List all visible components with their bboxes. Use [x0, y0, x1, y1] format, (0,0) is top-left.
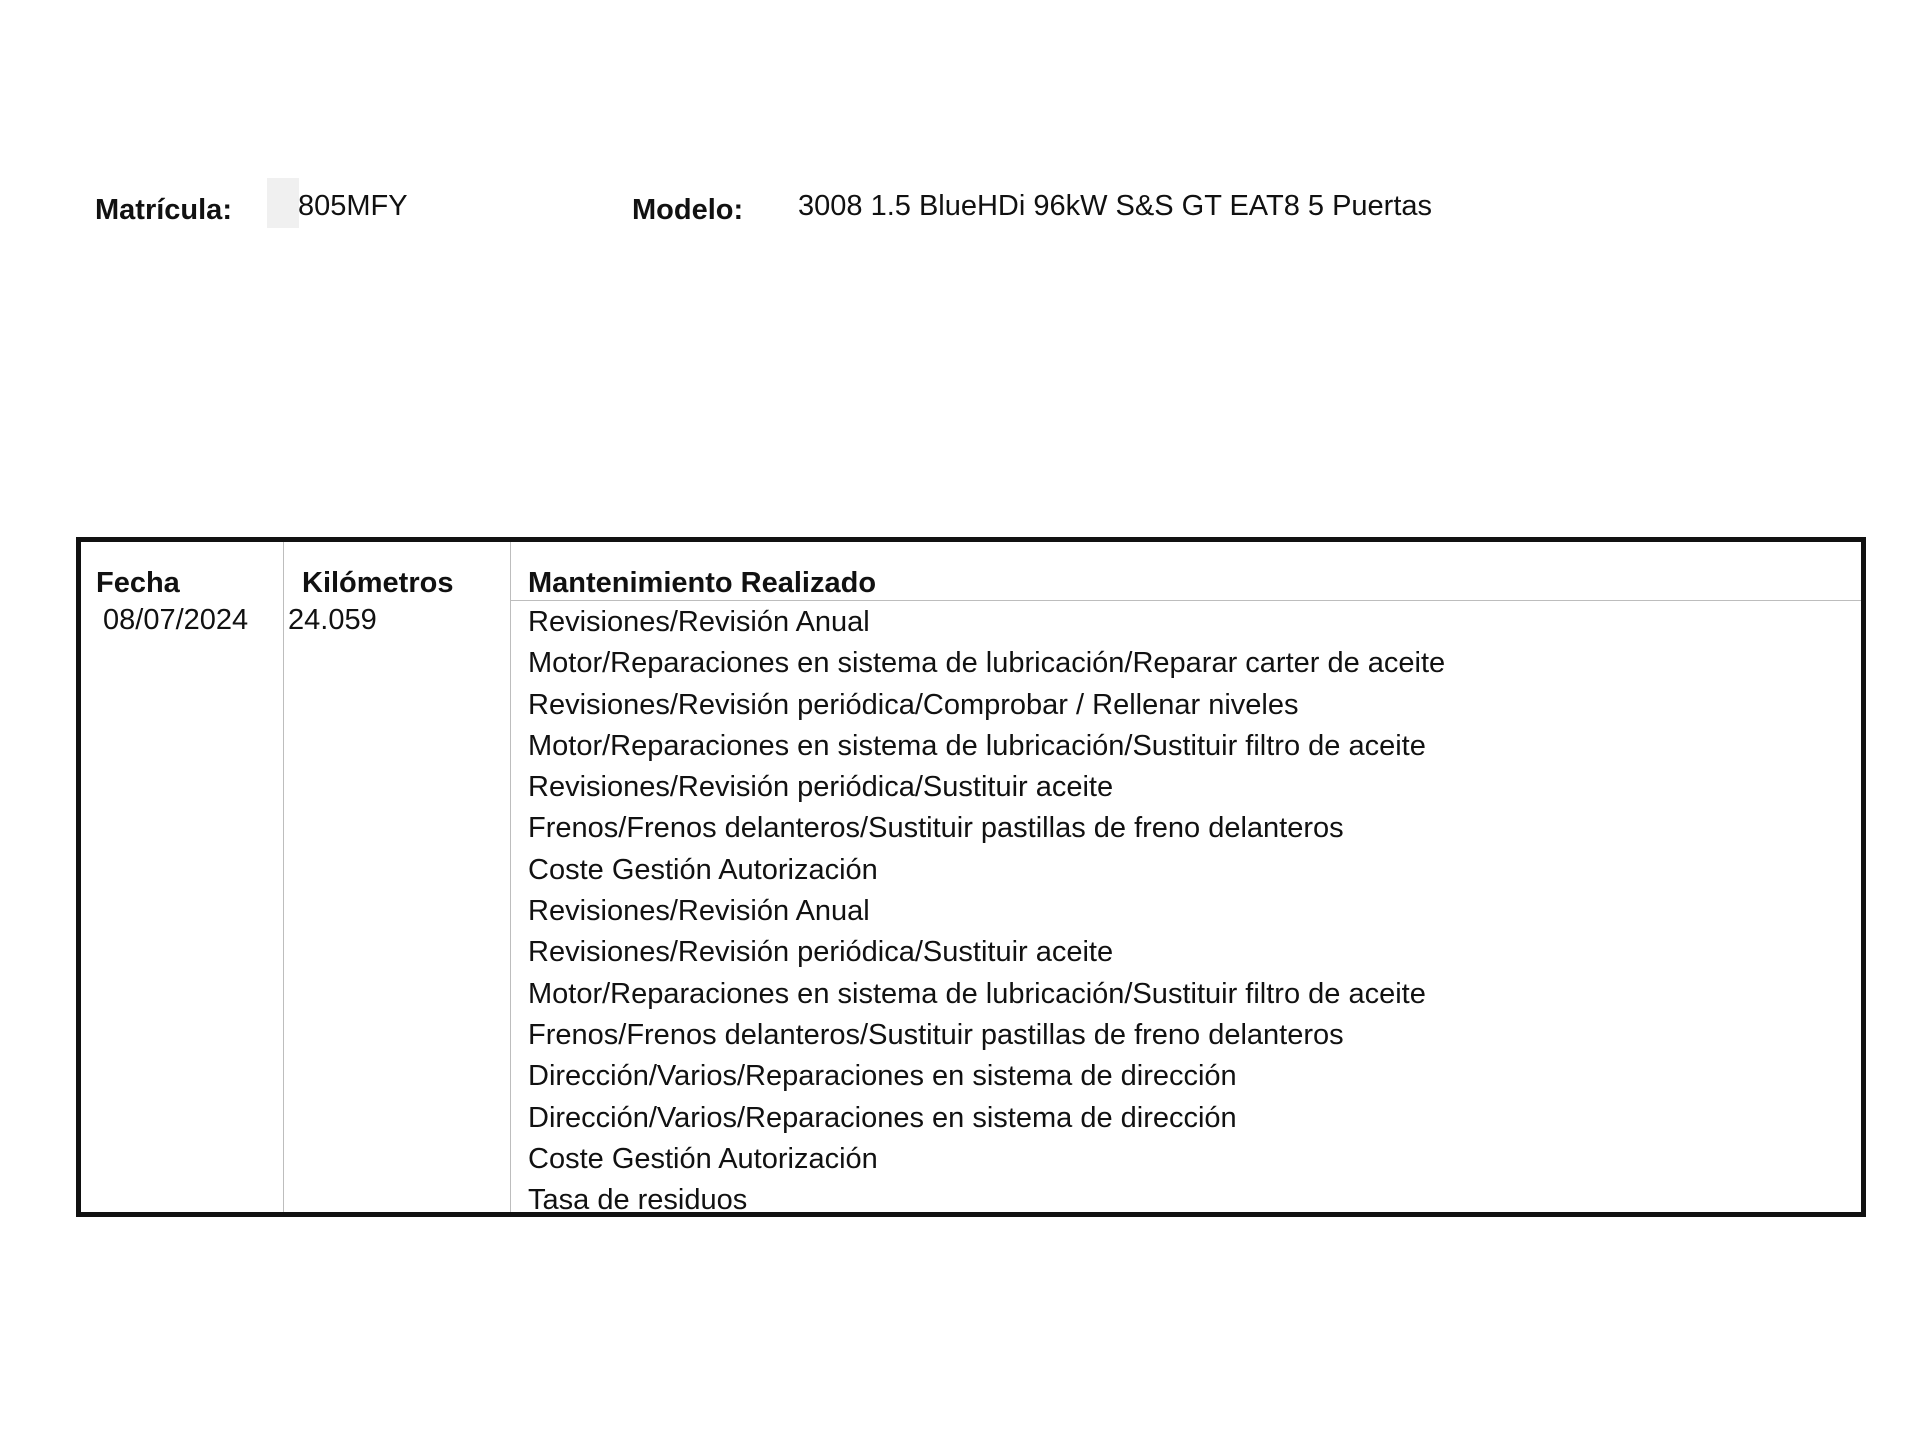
maintenance-task: Tasa de residuos [528, 1184, 748, 1217]
column-header-kilometros: Kilómetros [302, 567, 454, 599]
plate-label: Matrícula: [95, 194, 232, 226]
plate-value: 805MFY [298, 190, 408, 222]
maintenance-task: Revisiones/Revisión Anual [528, 606, 870, 638]
column-header-fecha: Fecha [96, 567, 180, 599]
maintenance-task: Dirección/Varios/Reparaciones en sistema de dirección [528, 1060, 1237, 1093]
plate-redaction [267, 178, 299, 228]
column-header-mantenimiento: Mantenimiento Realizado [528, 567, 877, 599]
maintenance-task-list [528, 608, 1445, 1227]
maintenance-task: Revisiones/Revisión Anual [528, 895, 870, 928]
maintenance-task: Frenos/Frenos delanteros/Sustituir pastillas de freno delanteros [528, 812, 1344, 845]
column-divider [510, 542, 511, 1212]
maintenance-task: Revisiones/Revisión periódica/Sustituir aceite [528, 771, 1114, 804]
maintenance-table [76, 537, 1866, 1217]
column-divider [283, 542, 284, 1212]
maintenance-task: Motor/Reparaciones en sistema de lubricación/Sustituir filtro de aceite [528, 977, 1426, 1010]
maintenance-task: Revisiones/Revisión periódica/Comprobar / Rellenar niveles [528, 688, 1299, 721]
header-divider [510, 600, 1861, 601]
maintenance-task: Revisiones/Revisión periódica/Sustituir aceite [528, 936, 1114, 969]
maintenance-task: Motor/Reparaciones en sistema de lubricación/Reparar carter de aceite [528, 647, 1446, 680]
model-label: Modelo: [632, 194, 744, 226]
maintenance-task: Frenos/Frenos delanteros/Sustituir pastillas de freno delanteros [528, 1018, 1344, 1051]
maintenance-task: Coste Gestión Autorización [528, 1142, 878, 1175]
maintenance-task: Dirección/Varios/Reparaciones en sistema de dirección [528, 1101, 1237, 1134]
maintenance-task: Coste Gestión Autorización [528, 853, 878, 886]
model-value: 3008 1.5 BlueHDi 96kW S&S GT EAT8 5 Puertas [798, 190, 1433, 222]
cell-kilometros: 24.059 [288, 604, 377, 636]
cell-fecha: 08/07/2024 [103, 604, 249, 636]
maintenance-task: Motor/Reparaciones en sistema de lubricación/Sustituir filtro de aceite [528, 729, 1426, 762]
